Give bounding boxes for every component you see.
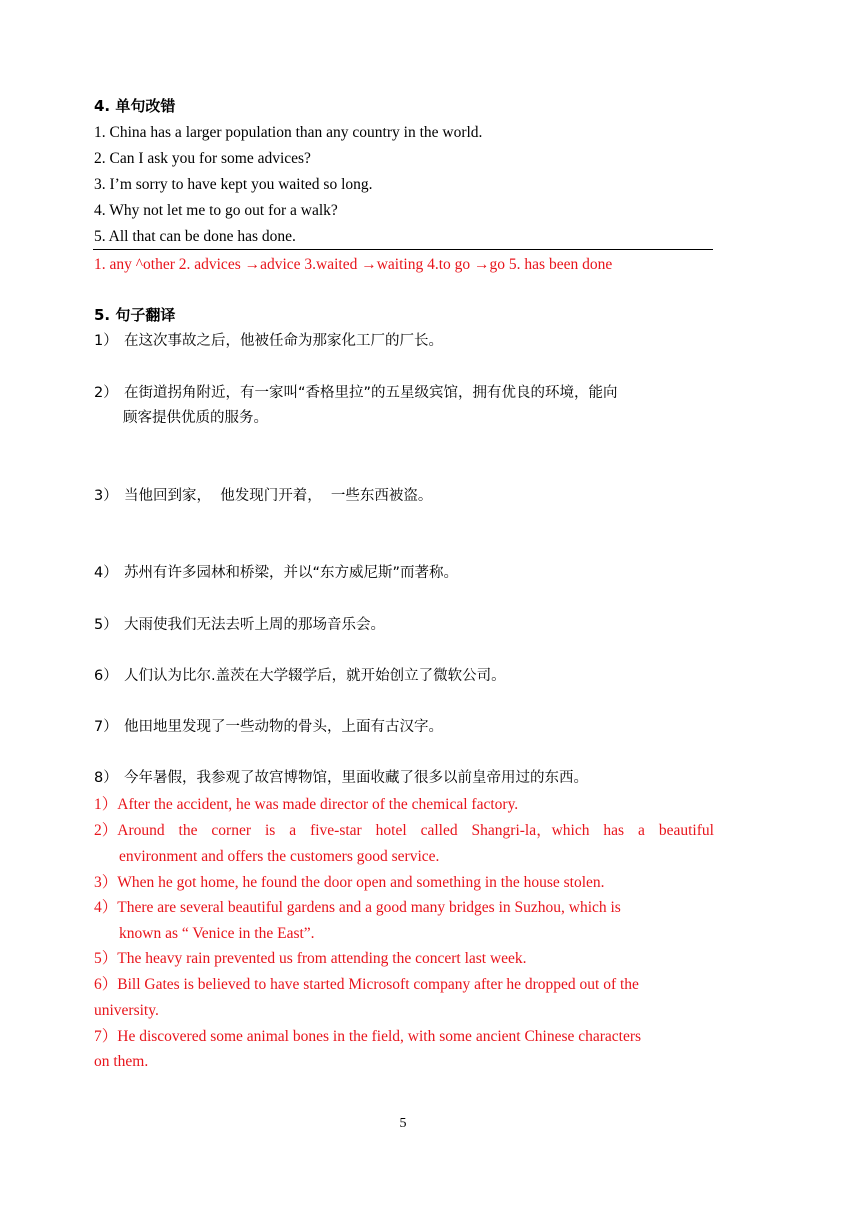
translation-answer-1: 1）After the accident, he was made director of the chemical factory.	[94, 796, 519, 813]
translation-answer-4: 4）There are several beautiful gardens and a good many bridges in Suzhou, which is	[94, 899, 621, 916]
translation-answer-6: 6）Bill Gates is believed to have started Microsoft company after he dropped out of the	[94, 976, 639, 993]
translation-item-4: 4） 苏州有许多园林和桥梁，并以“东方威尼斯”而著称。	[94, 565, 459, 581]
translation-answer-3: 3）When he got home, he found the door open and something in the house stolen.	[94, 874, 605, 891]
translation-item-8: 8） 今年暑假，我参观了故宫博物馆，里面收藏了很多以前皇帝用过的东西。	[94, 770, 588, 786]
translation-item-2: 2） 在街道拐角附近，有一家叫“香格里拉”的五星级宾馆，拥有优良的环境，能向	[94, 385, 618, 401]
translation-item-5: 5） 大雨使我们无法去听上周的那场音乐会。	[94, 617, 385, 633]
error-sentence-2: 2. Can I ask you for some advices?	[94, 150, 311, 167]
translation-answer-4-cont: known as “ Venice in the East”.	[119, 925, 315, 942]
section-5-heading: 5. 句子翻译	[94, 306, 176, 324]
translation-answer-2-cont: environment and offers the customers good service.	[119, 848, 440, 865]
translation-item-2-cont: 顾客提供优质的服务。	[123, 410, 268, 426]
translation-answer-7-cont: on them.	[94, 1053, 149, 1070]
translation-answer-5: 5）The heavy rain prevented us from attending the concert last week.	[94, 950, 527, 967]
translation-answer-6-cont: university.	[94, 1002, 159, 1019]
error-sentence-1: 1. China has a larger population than any country in the world.	[94, 124, 483, 141]
error-sentence-3: 3. I’m sorry to have kept you waited so long.	[94, 176, 373, 193]
translation-item-3: 3） 当他回到家， 他发现门开着， 一些东西被盗。	[94, 488, 433, 504]
translation-answer-2: 2）Around the corner is a five-star hotel called Shangri-la，which has a beautiful	[94, 822, 714, 839]
page-number: 5	[399, 1116, 407, 1131]
divider-line	[93, 249, 713, 250]
section-4-heading: 4. 单句改错	[94, 97, 176, 115]
translation-item-6: 6） 人们认为比尔.盖茨在大学辍学后，就开始创立了微软公司。	[94, 668, 506, 684]
error-sentence-5: 5. All that can be done has done.	[94, 228, 296, 245]
translation-item-1: 1） 在这次事故之后，他被任命为那家化工厂的厂长。	[94, 333, 443, 349]
translation-item-7: 7） 他田地里发现了一些动物的骨头，上面有古汉字。	[94, 719, 443, 735]
error-sentence-4: 4. Why not let me to go out for a walk?	[94, 202, 338, 219]
correction-answers: 1. any ^other 2. advices →advice 3.waited →waiting 4.to go →go 5. has been done	[94, 256, 613, 273]
translation-answer-7: 7）He discovered some animal bones in the field, with some ancient Chinese characters	[94, 1028, 642, 1045]
